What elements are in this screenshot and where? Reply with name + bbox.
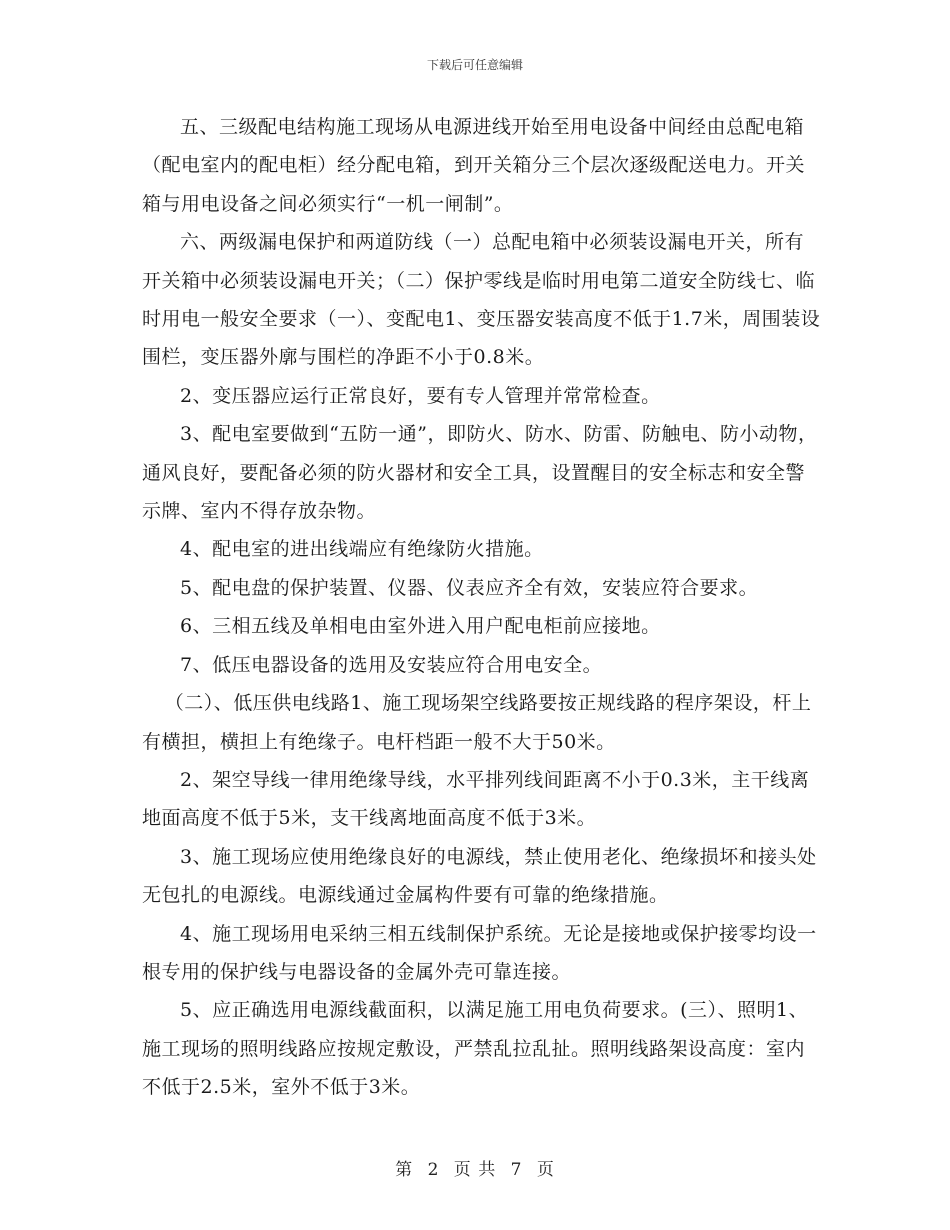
footer-middle: 页 共 bbox=[453, 1160, 497, 1180]
paragraph: 4、配电室的进出线端应有绝缘防火措施。 bbox=[180, 538, 544, 561]
page-footer bbox=[0, 1155, 950, 1180]
paragraph: 2、变压器应运行正常良好，要有专人管理并常常检查。 bbox=[180, 384, 661, 407]
paragraph: 五、三级配电结构施工现场从电源进线开始至用电设备中间经由总配电箱（配电室内的配电柜）经分配电箱，到开关箱分三个层次逐级配送电力。开关箱与用电设备之间必须实行“一机一闸制”。 bbox=[142, 116, 806, 215]
paragraph: 六、两级漏电保护和两道防线（一）总配电箱中必须装设漏电开关，所有开关箱中必须装设漏电开关；（二）保护零线是临时用电第二道安全防线七、临时用电一般安全要求（一）、变配电1、变压器安装高度不低于1.7米，周围装设围栏，变压器外廓与围栏的净距不小于0.8米。 bbox=[142, 231, 821, 369]
page-number: 2 bbox=[427, 1160, 440, 1180]
paragraph: 3、施工现场应使用绝缘良好的电源线，禁止使用老化、绝缘损坏和接头处无包扎的电源线。电源线通过金属构件要有可靠的绝缘措施。 bbox=[142, 845, 817, 907]
page-header: 下载后可任意编辑 bbox=[426, 58, 523, 72]
footer-prefix: 第 bbox=[395, 1160, 414, 1180]
paragraph: 4、施工现场用电采纳三相五线制保护系统。无论是接地或保护接零均设一根专用的保护线与电器设备的金属外壳可靠连接。 bbox=[142, 922, 817, 983]
paragraph: 6、三相五线及单相电由室外进入用户配电柜前应接地。 bbox=[180, 615, 661, 638]
footer-suffix: 页 bbox=[536, 1160, 555, 1180]
page-total: 7 bbox=[510, 1160, 523, 1180]
paragraph: 3、配电室要做到“五防一通”，即防火、防水、防雷、防触电、防小动物，通风良好，要配备必须的防火器材和安全工具，设置醒目的安全标志和安全警示牌、室内不得存放杂物。 bbox=[142, 423, 818, 523]
paragraph: （二）、低压供电线路1、施工现场架空线路要按正规线路的程序架设，杆上有横担，横担上有绝缘子。电杆档距一般不大于50米。 bbox=[142, 692, 812, 753]
paragraph: 7、低压电器设备的选用及安装应符合用电安全。 bbox=[180, 653, 603, 676]
paragraph: 5、配电盘的保护装置、仪器、仪表应齐全有效，安装应符合要求。 bbox=[180, 576, 759, 599]
paragraph: 5、应正确选用电源线截面积，以满足施工用电负荷要求。(三）、照明1、施工现场的照明线路应按规定敷设，严禁乱拉乱扯。照明线路架设高度：室内不低于2.5米，室外不低于3米。 bbox=[142, 999, 809, 1099]
document-body bbox=[142, 108, 822, 1107]
paragraph: 2、架空导线一律用绝缘导线，水平排列线间距离不小于0.3米，主干线离地面高度不低于5米，支干线离地面高度不低于3米。 bbox=[142, 768, 810, 830]
